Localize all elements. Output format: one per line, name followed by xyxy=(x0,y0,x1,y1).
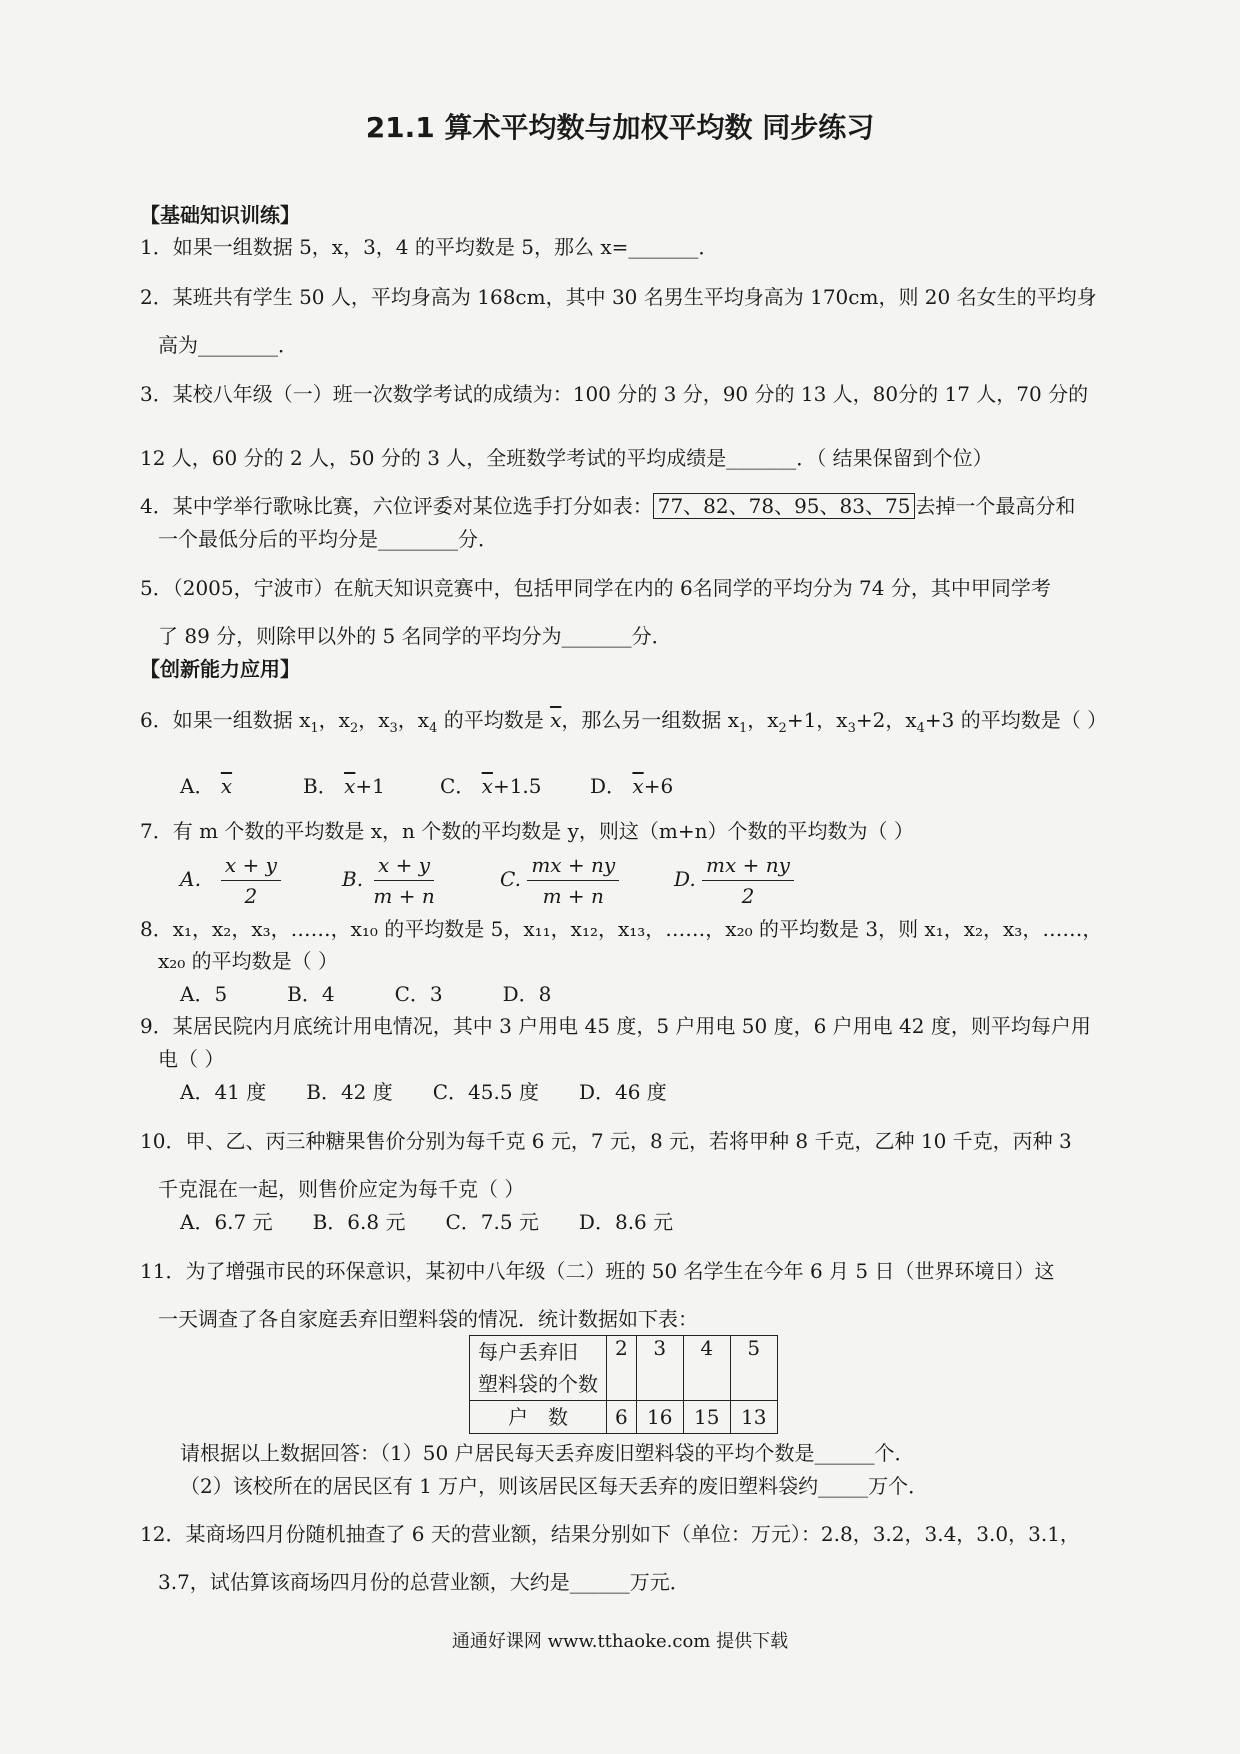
table-cell: 15 xyxy=(683,1401,730,1434)
table-cell: 5 xyxy=(730,1336,777,1401)
question-2-line-2: 高为________． xyxy=(158,333,298,357)
question-9-options: A．41 度 B．42 度 C．45.5 度 D．46 度 xyxy=(180,1080,667,1104)
question-11-part-2: （2）该校所在的居民区有 1 万户，则该居民区每天丢弃的废旧塑料袋约_____万个． xyxy=(180,1474,929,1498)
section-heading-basic: 【基础知识训练】 xyxy=(140,203,300,227)
question-3-line-1: 3．某校八年级（一）班一次数学考试的成绩为：100 分的 3 分，90 分的 13 人，80分的 17 人，70 分的 xyxy=(140,382,1089,406)
question-4-prefix: 4．某中学举行歌咏比赛，六位评委对某位选手打分如表： xyxy=(140,494,653,518)
question-6-option-b: B． $\overline{x}+1$ xyxy=(303,774,385,798)
question-4-suffix: 去掉一个最高分和 xyxy=(915,494,1076,518)
page-footer: 通通好课网 www.tthaoke.com 提供下载 xyxy=(451,1631,789,1652)
question-4-line-2: 一个最低分后的平均分是________分． xyxy=(158,527,498,551)
question-7-option-d: D. $\frac{mx + ny}{2}$ xyxy=(674,850,794,911)
question-6: 6．如果一组数据 $x_1$，$x_2$，$x_3$，$x_4$ 的平均数是 $\overline{x}$，那么另一组数据 $x_1$，$x_2+1$，$x_3+2$，$x_4+3$ 的平均数是（ ） xyxy=(140,708,1108,736)
x-bar-symbol: $\overline{x}$ xyxy=(550,708,562,732)
question-7-option-a: A． $\frac{x + y}{2}$ xyxy=(180,850,281,911)
question-5-line-2: 了 89 分，则除甲以外的 5 名同学的平均分为_______分． xyxy=(158,624,672,648)
question-12-line-1: 12．某商场四月份随机抽查了 6 天的营业额，结果分别如下（单位：万元）：2.8，3.2，3.4，3.0，3.1， xyxy=(140,1522,1080,1546)
table-row xyxy=(470,1336,778,1401)
question-6-option-c: C． $\overline{x}+1.5$ xyxy=(440,774,542,798)
question-5-line-1: 5．（2005，宁波市）在航天知识竞赛中，包括甲同学在内的 6名同学的平均分为 74 分，其中甲同学考 xyxy=(140,576,1051,600)
question-8-line-2: x₂₀ 的平均数是（ ） xyxy=(158,949,339,973)
question-3-line-2: 12 人，60 分的 2 人，50 分的 3 人，全班数学考试的平均成绩是_______．（ 结果保留到个位） xyxy=(140,446,993,470)
question-4-scores-box: 77、82、78、95、83、75 xyxy=(653,493,916,519)
table-cell: 4 xyxy=(683,1336,730,1401)
table-cell: 13 xyxy=(730,1401,777,1434)
table-cell: 16 xyxy=(636,1401,683,1434)
question-6-option-d: D． $\overline{x}+6$ xyxy=(590,774,674,798)
question-11-line-1: 11．为了增强市民的环保意识，某初中八年级（二）班的 50 名学生在今年 6 月 5 日（世界环境日）这 xyxy=(140,1259,1055,1283)
question-9-line-1: 9．某居民院内月底统计用电情况，其中 3 户用电 45 度，5 户用电 50 度，6 户用电 42 度，则平均每户用 xyxy=(140,1014,1091,1038)
question-12-line-2: 3.7，试估算该商场四月份的总营业额，大约是______万元． xyxy=(158,1570,690,1594)
question-4-line-1 xyxy=(140,493,1075,519)
question-7-option-b: B. $\frac{x + y}{m + n}$ xyxy=(342,850,439,911)
question-11-part-1: 请根据以上数据回答：（1）50 户居民每天丢弃废旧塑料袋的平均个数是______个． xyxy=(180,1441,915,1465)
table-row-label: 每户丢弃旧 塑料袋的个数 xyxy=(470,1336,607,1401)
question-8-options: A．5 B．4 C．3 D．8 xyxy=(180,982,552,1006)
question-7-option-c: C. $\frac{mx + ny}{m + n}$ xyxy=(500,850,619,911)
question-7: 7．有 m 个数的平均数是 x，n 个数的平均数是 y，则这（m+n）个数的平均数为（ ） xyxy=(140,819,914,843)
plastic-bag-stats-table xyxy=(469,1335,778,1434)
question-9-line-2: 电（ ） xyxy=(158,1047,225,1071)
table-row-label: 户 数 xyxy=(470,1401,607,1434)
section-heading-innovation: 【创新能力应用】 xyxy=(140,657,300,681)
page-title: 21.1 算术平均数与加权平均数 同步练习 xyxy=(365,111,875,144)
table-row xyxy=(470,1401,778,1434)
question-8-line-1: 8．x₁，x₂，x₃，……，x₁₀ 的平均数是 5，x₁₁，x₁₂，x₁₃，……，x₂₀ 的平均数是 3，则 x₁，x₂，x₃，……， xyxy=(140,917,1103,941)
table-cell: 3 xyxy=(636,1336,683,1401)
question-1: 1．如果一组数据 5，x，3，4 的平均数是 5，那么 x=_______． xyxy=(140,235,719,259)
question-10-line-2: 千克混在一起，则售价应定为每千克（ ） xyxy=(158,1177,525,1201)
table-cell: 2 xyxy=(607,1336,637,1401)
question-10-line-1: 10．甲、乙、丙三种糖果售价分别为每千克 6 元，7 元，8 元，若将甲种 8 千克，乙种 10 千克，丙种 3 xyxy=(140,1129,1072,1153)
question-6-option-a: A． $\overline{x}$ xyxy=(180,774,233,798)
question-11-line-2: 一天调查了各自家庭丢弃旧塑料袋的情况．统计数据如下表： xyxy=(158,1307,698,1331)
table-cell: 6 xyxy=(607,1401,637,1434)
question-2-line-1: 2．某班共有学生 50 人，平均身高为 168cm，其中 30 名男生平均身高为 170cm，则 20 名女生的平均身 xyxy=(140,285,1097,309)
question-10-options: A．6.7 元 B．6.8 元 C．7.5 元 D．8.6 元 xyxy=(180,1210,674,1234)
